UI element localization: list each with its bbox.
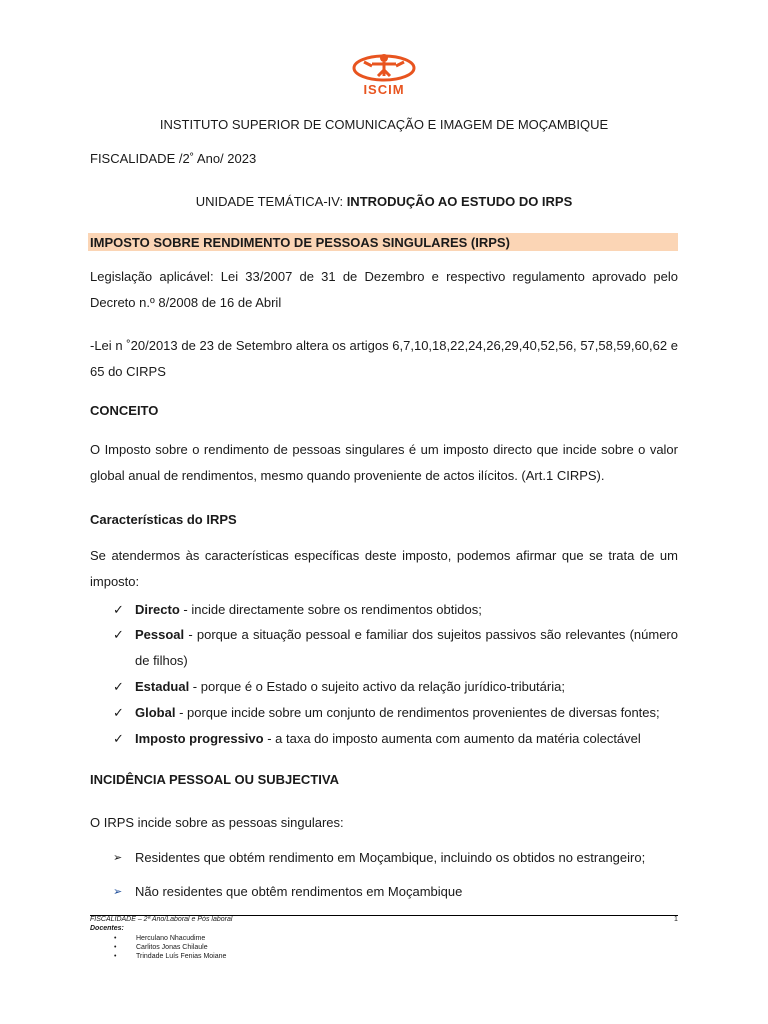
incidence-heading: INCIDÊNCIA PESSOAL OU SUBJECTIVA — [90, 772, 339, 787]
bullet-icon: • — [114, 944, 117, 951]
teacher-name: Herculano Nhacudime — [136, 935, 206, 942]
footer-course: FISCALIDADE – 2ª Ano/Laboral e Pós laboral — [90, 916, 233, 923]
item-term: Estadual — [135, 679, 190, 694]
checkmark-icon: ✓ — [113, 627, 124, 642]
footer-divider — [90, 915, 678, 916]
concept-paragraph: O Imposto sobre o rendimento de pessoas singulares é um imposto directo que incide sobre o valor global anual de rendimentos, mesmo quando proveniente de actos ilícitos. (Art.1 CIRPS). — [90, 442, 678, 483]
bullet-icon: • — [114, 953, 117, 960]
bullet-icon: • — [114, 935, 117, 942]
docentes-label: Docentes: — [90, 925, 124, 932]
item-term: Directo — [135, 602, 180, 617]
section-heading: IMPOSTO SOBRE RENDIMENTO DE PESSOAS SINGULARES (IRPS) — [90, 235, 510, 250]
item-text: Não residentes que obtêm rendimentos em Moçambique — [135, 884, 463, 899]
item-desc: - porque é o Estado o sujeito activo da relação jurídico-tributária; — [189, 679, 565, 694]
teacher-name: Trindade Luís Fenias Moiane — [136, 953, 227, 960]
teacher-name: Carlitos Jonas Chilaule — [136, 944, 208, 951]
characteristics-heading: Características do IRPS — [90, 512, 237, 527]
iscim-logo — [344, 52, 424, 96]
arrow-bullet-icon: ➢ — [113, 886, 123, 898]
item-desc: - porque a situação pessoal e familiar dos sujeitos passivos são relevantes (número de filhos) — [135, 627, 678, 668]
concept-heading: CONCEITO — [90, 403, 159, 418]
item-term: Pessoal — [135, 627, 185, 642]
item-term: Global — [135, 705, 176, 720]
checkmark-icon: ✓ — [113, 602, 124, 617]
unit-prefix: UNIDADE TEMÁTICA-IV: — [195, 194, 347, 209]
unit-title — [90, 194, 678, 210]
page-number: 1 — [674, 916, 678, 923]
characteristics-intro: Se atendermos às características específicas deste imposto, podemos afirmar que se trata de um imposto: — [90, 548, 678, 589]
checkmark-icon: ✓ — [113, 705, 124, 720]
legislation-paragraph: Legislação aplicável: Lei 33/2007 de 31 de Dezembro e respectivo regulamento aprovado pelo Decreto n.º 8/2008 de 16 de Abril — [90, 269, 678, 310]
item-desc: - incide directamente sobre os rendimentos obtidos; — [179, 602, 482, 617]
item-term: Imposto progressivo — [135, 731, 264, 746]
incidence-intro: O IRPS incide sobre as pessoas singulares: — [90, 815, 344, 830]
checkmark-icon: ✓ — [113, 731, 124, 746]
course-line: FISCALIDADE /2˚ Ano/ 2023 — [90, 151, 257, 166]
unit-title-text: INTRODUÇÃO AO ESTUDO DO IRPS — [346, 194, 573, 209]
item-desc: - porque incide sobre um conjunto de rendimentos provenientes de diversas fontes; — [175, 705, 660, 720]
logo-text: ISCIM — [363, 82, 405, 97]
arrow-bullet-icon: ➢ — [113, 852, 123, 864]
checkmark-icon: ✓ — [113, 679, 124, 694]
law-update-paragraph: -Lei n ˚20/2013 de 23 de Setembro altera os artigos 6,7,10,18,22,24,26,29,40,52,56, 57,58,59,60,62 e 65 do CIRPS — [90, 338, 678, 379]
item-desc: - a taxa do imposto aumenta com aumento da matéria colectável — [263, 731, 641, 746]
institute-name: INSTITUTO SUPERIOR DE COMUNICAÇÃO E IMAGEM DE MOÇAMBIQUE — [159, 117, 609, 132]
item-text: Residentes que obtém rendimento em Moçambique, incluindo os obtidos no estrangeiro; — [135, 850, 646, 865]
logo-emblem-icon — [344, 52, 424, 86]
